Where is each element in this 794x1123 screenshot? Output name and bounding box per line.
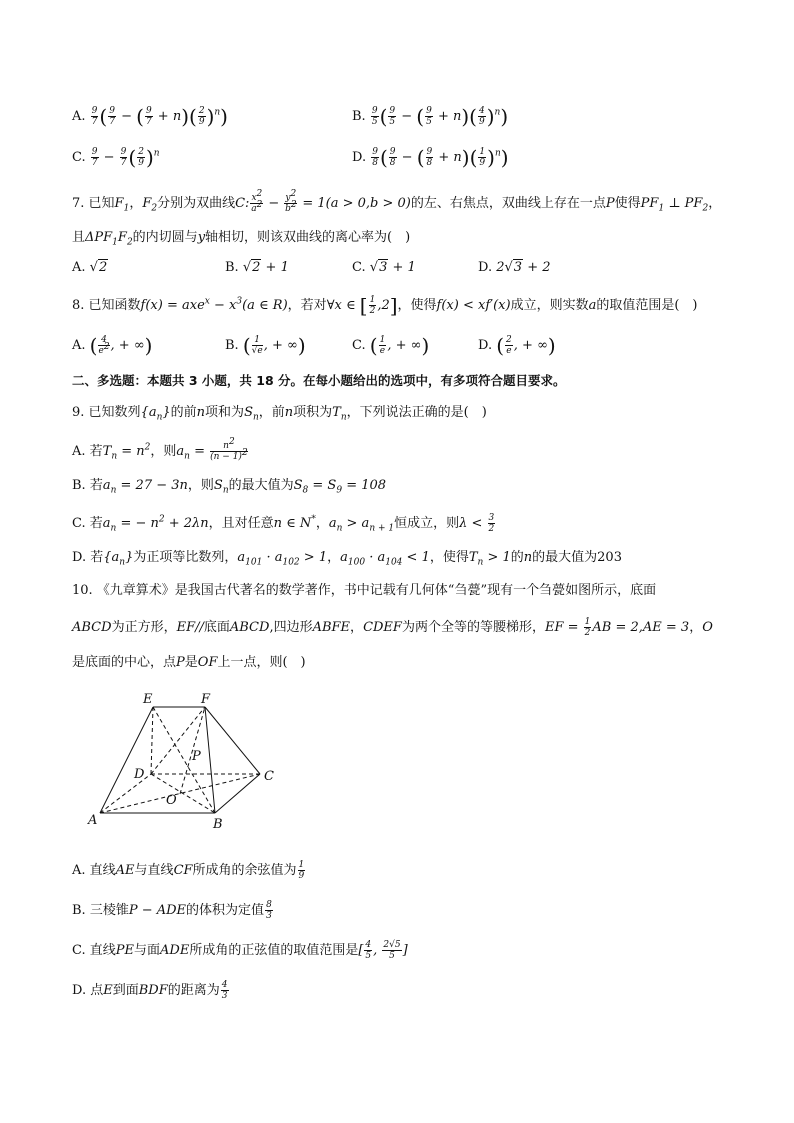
q7-stem-line1: 7. 已知$F_1$，$F_2$分别为双曲线C: $\frac{x^2}{a^2}$ − $\frac{y^2}{b^2}$ = 1(a > 0,b > 0)的左、右焦点，双曲线上存在一点P使得$PF_1$ ⊥ $PF_2$， <box>72 189 722 214</box>
q8-option-d: D. ( $\frac{2}{e}$ , + ∞) <box>478 333 556 358</box>
label-f: F <box>201 692 211 707</box>
label-o: O <box>166 793 177 808</box>
q10-line1: 10. 《九章算术》是我国古代著名的数学著作，书中记载有几何体“刍甍”现有一个刍甍如图所示，底面 <box>72 583 657 598</box>
label-p: P <box>192 749 201 764</box>
q9-stem: 9. 已知数列$\{a_n\}$的前n项和为$S_n$，前n项积为$T_n$，下列说法正确的是( ) <box>72 405 487 423</box>
chumeng-figure <box>80 688 290 833</box>
q7-option-b: B. √2 + 1 <box>225 260 289 275</box>
q10-line2: ABCD为正方形，EF//底面ABCD,四边形ABFE，CDEF为两个全等的等腰梯形，EF = $\frac{1}{2}$ AB = 2,AE = 3，O <box>72 617 713 638</box>
q7-option-c: C. √3 + 1 <box>352 260 416 275</box>
section2-title: 二、多选题：本题共 3 小题，共 18 分。在每小题给出的选项中，有多项符合题目要求。 <box>72 373 566 388</box>
q9-option-c: C. 若$a_n$ = − $n^2 + 2\lambda n$，且对任意n ∈ N*，$a_n > a_{n + 1}$恒成立，则λ < $\frac{3}{2}$ <box>72 513 495 534</box>
q6-option-b: B. $\frac{9}{5}$ ( $\frac{9}{5}$ − ( $\frac{9}{5}$ + n)( $\frac{4}{9}$ )$^n$) <box>352 104 509 129</box>
q9-option-d: D. 若$\{a_n\}$为正项等比数列，$a_{101} \cdot a_{102} > 1$，$a_{100} \cdot a_{104} < 1$，使得$T_n > 1$的n的最大值为203 <box>72 550 622 568</box>
q9-option-b: B. 若$a_n = 27 - 3n$，则$S_n$的最大值为$S_8 = S_9 = 108$ <box>72 478 387 496</box>
q9-option-a: A. 若$T_n = n^2$，则$a_n$ = $\frac{n^2}{(n - 1)^2}$ <box>72 437 248 462</box>
q7-option-a: A. √2 <box>72 260 108 275</box>
q7-stem-line2: 且$\Delta PF_1F_2$的内切圆与y轴相切，则该双曲线的离心率为( ) <box>72 230 411 248</box>
q6-option-c: C. $\frac{9}{7}$ − $\frac{9}{7}$ ( $\frac{2}{9}$ )$^n$ <box>72 145 160 170</box>
q8-option-a: A. ( $\frac{4}{e^2}$ , + ∞) <box>72 333 153 358</box>
q6-option-a: A. $\frac{9}{7}$ ( $\frac{9}{7}$ − ( $\frac{9}{7}$ + n)( $\frac{2}{9}$ )$^n$) <box>72 104 228 129</box>
q8-stem: 8. 已知函数$f(x) = axe^x - x^3(a$ ∈ R)，若对∀x ∈ [ $\frac{1}{2}$ ,2]，使得f(x) < xf′(x)成立，则实数a的取值范围是( ) <box>72 293 698 318</box>
q10-option-b: B. 三棱锥P − ADE的体积为定值 $\frac{8}{3}$ <box>72 900 272 921</box>
q10-option-c: C. 直线PE与面ADE所成角的正弦值的取值范围是[ $\frac{4}{5}$ , $\frac{2√5}{5}$ ] <box>72 940 408 961</box>
edge-db <box>151 774 215 813</box>
q6-option-d: D. $\frac{9}{8}$ ( $\frac{9}{8}$ − ( $\frac{9}{8}$ + n)( $\frac{1}{9}$ )$^n$) <box>352 145 509 170</box>
q8-option-c: C. ( $\frac{1}{e}$ , + ∞) <box>352 333 430 358</box>
q10-option-d: D. 点E到面BDF的距离为 $\frac{4}{3}$ <box>72 980 228 1001</box>
edge-de <box>151 707 153 774</box>
label-b: B <box>213 817 223 832</box>
label-c: C <box>264 769 274 784</box>
q10-line3: 是底面的中心，点P是OF上一点，则( ) <box>72 655 306 670</box>
label-e: E <box>143 692 153 707</box>
q10-option-a: A. 直线AE与直线CF所成角的余弦值为 $\frac{1}{9}$ <box>72 860 305 881</box>
q8-option-b: B. ( $\frac{1}{√e}$ , + ∞) <box>225 333 306 358</box>
q7-option-d: D. 2√3 + 2 <box>478 260 551 275</box>
label-d: D <box>134 767 145 782</box>
label-a: A <box>88 813 98 828</box>
edge-bf <box>205 707 215 813</box>
edge-cf <box>205 707 260 774</box>
edge-ae <box>100 707 153 813</box>
